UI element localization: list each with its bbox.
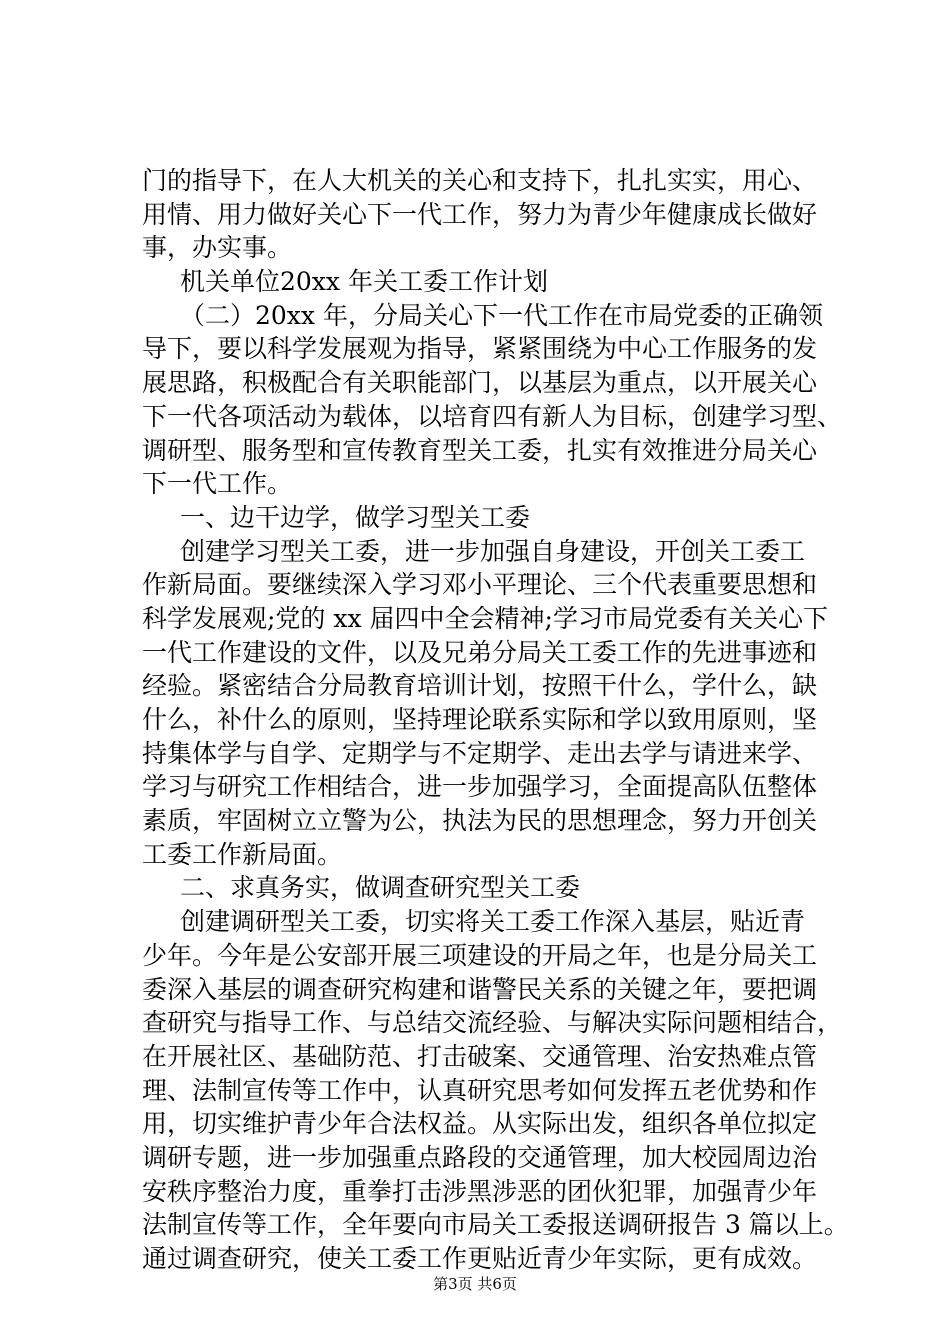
paragraph-start: 创建学习型关工委，进一步加强自身建设，开创关工委工 [180,537,806,566]
body-line: 安秩序整治力度，重拳打击涉黑涉恶的团伙犯罪，加强青少年 [142,1177,818,1206]
body-line: 委深入基层的调查研究构建和谐警民关系的关键之年，要把调 [142,975,818,1004]
body-line: 什么，补什么的原则，坚持理论联系实际和学以致用原则，坚 [142,705,818,734]
body-line: 调研专题，进一步加强重点路段的交通管理，加大校园周边治 [142,1143,818,1172]
paragraph-start: 创建调研型关工委，切实将关工委工作深入基层，贴近青 [180,907,806,936]
body-line: 作新局面。要继续深入学习邓小平理论、三个代表重要思想和 [142,570,818,599]
body-line: 事，办实事。 [142,233,293,262]
body-line: 用情、用力做好关心下一代工作，努力为青少年健康成长做好 [142,200,818,229]
section-title: 机关单位20xx 年关工委工作计划 [180,267,548,296]
section-heading: 一、边干边学，做学习型关工委 [180,503,531,532]
body-line: 学习与研究工作相结合，进一步加强学习，全面提高队伍整体 [142,772,818,801]
body-line: 科学发展观;党的 xx 届四中全会精神;学习市局党委有关关心下 [142,604,828,633]
body-line: 持集体学与自学、定期学与不定期学、走出去学与请进来学、 [142,739,818,768]
paragraph-start: （二）20xx 年，分局关心下一代工作在市局党委的正确领 [180,301,823,330]
body-line: 通过调查研究，使关工委工作更贴近青少年实际，更有成效。 [142,1244,818,1273]
body-line: 法制宣传等工作，全年要向市局关工委报送调研报告 3 篇以上。 [142,1210,849,1239]
body-line: 用，切实维护青少年合法权益。从实际出发，组织各单位拟定 [142,1109,818,1138]
body-line: 在开展社区、基础防范、打击破案、交通管理、治安热难点管 [142,1042,818,1071]
body-line: 展思路，积极配合有关职能部门，以基层为重点，以开展关心 [142,368,818,397]
body-line: 调研型、服务型和宣传教育型关工委，扎实有效推进分局关心 [142,436,818,465]
body-line: 经验。紧密结合分局教育培训计划，按照干什么，学什么，缺 [142,671,818,700]
body-line: 导下，要以科学发展观为指导，紧紧围绕为中心工作服务的发 [142,334,818,363]
body-line: 少年。今年是公安部开展三项建设的开局之年，也是分局关工 [142,941,818,970]
body-line: 工委工作新局面。 [142,840,343,869]
body-line: 下一代工作。 [142,469,293,498]
body-line: 素质，牢固树立立警为公，执法为民的思想理念，努力开创关 [142,806,818,835]
page-number: 第3页 共6页 [433,1275,517,1293]
body-line: 下一代各项活动为载体，以培育四有新人为目标，创建学习型、 [142,402,843,431]
body-line: 查研究与指导工作、与总结交流经验、与解决实际问题相结合， [142,1008,843,1037]
body-line: 门的指导下，在人大机关的关心和支持下，扎扎实实，用心、 [142,166,818,195]
body-line: 一代工作建设的文件，以及兄弟分局关工委工作的先进事迹和 [142,638,818,667]
body-line: 理、法制宣传等工作中，认真研究思考如何发挥五老优势和作 [142,1076,818,1105]
section-heading: 二、求真务实，做调查研究型关工委 [180,873,581,902]
